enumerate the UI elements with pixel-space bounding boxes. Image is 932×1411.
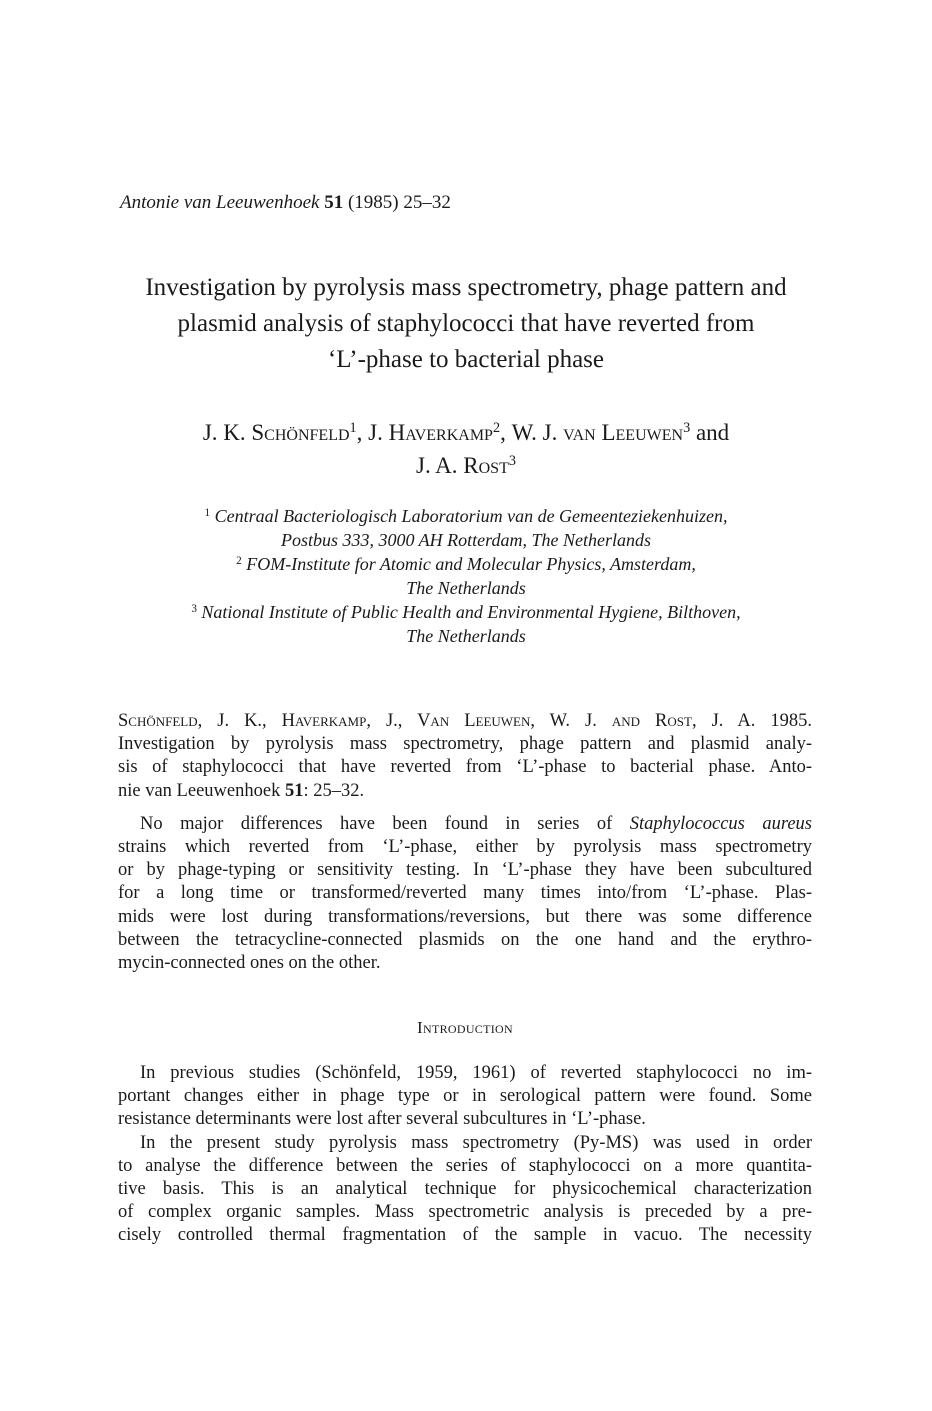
affiliation-text: FOM-Institute for Atomic and Molecular Physics, Amsterdam, [246,554,696,574]
abstract-line: strains which reverted from ‘L’-phase, either by pyrolysis mass spectrometry [118,837,812,858]
author-affiliation-mark: 2 [492,420,501,437]
citation-text: nie van Leeuwenhoek [118,780,285,801]
abstract-text: No major differences have been found in series of [140,813,630,834]
body-paragraph [118,1132,812,1248]
author-line [100,449,832,482]
affiliation-line [100,504,832,528]
abstract-line: mycin-connected ones on the other. [118,953,381,974]
author-name: J. Haverkamp [368,420,493,445]
citation-text: : 25–32. [303,780,365,801]
author-affiliation-mark: 3 [508,453,516,470]
citation-line [118,780,812,803]
citation-line: sis of staphylococci that have reverted from ‘L’-phase to bacterial phase. Anto- [118,757,812,778]
affiliations [100,504,832,648]
affiliation-line: Postbus 333, 3000 AH Rotterdam, The Netherlands [281,530,651,550]
author-affiliation-mark: 3 [683,420,691,437]
author-name: W. J. van Leeuwen [511,420,684,445]
body-line: of complex organic samples. Mass spectrometric analysis is preceded by a pre- [118,1202,812,1223]
citation-line: Investigation by pyrolysis mass spectrometry, phage pattern and plasmid analy- [118,734,812,755]
abstract-line [118,813,812,836]
body-line: tive basis. This is an analytical technique for physicochemical characterization [118,1179,812,1200]
title-line: ‘L’-phase to bacterial phase [327,346,605,373]
abstract-section [118,710,812,975]
abstract-paragraph [118,813,812,975]
title-line: Investigation by pyrolysis mass spectrometry, phage pattern and [145,274,787,301]
citation-line: Schönfeld, J. K., Haverkamp, J., Van Leeuwen, W. J. and Rost, J. A. 1985. [118,711,812,731]
abstract-line: between the tetracycline-connected plasmids on the one hand and the erythro- [118,929,812,950]
body-line: to analyse the difference between the series of staphylococci on a more quantita- [118,1155,812,1176]
title-line: plasmid analysis of staphylococci that have reverted from [177,310,755,337]
affiliation-line [100,600,832,624]
section-heading: Introduction [417,1018,513,1037]
author-name: J. K. Schönfeld [202,420,350,445]
introduction-section [118,1062,812,1248]
body-line: In the present study pyrolysis mass spectrometry (Py-MS) was used in order [140,1132,812,1153]
affiliation-mark: 1 [204,506,211,519]
affiliation-text: Centraal Bacteriologisch Laboratorium van de Gemeenteziekenhuizen, [214,506,728,526]
citation [118,710,812,803]
journal-name: Antonie van Leeuwenhoek [120,192,320,213]
affiliation-text: National Institute of Public Health and Environmental Hygiene, Bilthoven, [201,602,741,622]
body-paragraph [118,1062,812,1132]
body-line: resistance determinants were lost after several subcultures in ‘L’-phase. [118,1109,646,1130]
author-line: J. K. Schönfeld$^1$, J. Haverkamp$^2$, W. J. van Leeuwen$^3$ and [202,420,730,445]
affiliation-line [100,552,832,576]
abstract-line: mids were lost during transformations/reversions, but there was some difference [118,906,812,927]
body-line: portant changes either in phage type or in serological pattern were found. Some [118,1086,812,1107]
species-name: Staphylococcus aureus [629,813,813,834]
journal-reference [120,192,451,214]
citation-volume: 51 [284,780,304,801]
affiliation-line: The Netherlands [406,578,526,598]
author-name: J. A. Rost [416,453,509,478]
body-line: In previous studies (Schönfeld, 1959, 1961) of reverted staphylococci no im- [140,1063,812,1083]
author-list [100,416,832,482]
journal-volume: 51 [324,192,344,213]
abstract-line: or by phage-typing or sensitivity testing. In ‘L’-phase they have been subcultured [118,860,812,881]
affiliation-mark: 3 [191,602,197,615]
body-line: cisely controlled thermal fragmentation of the sample in vacuo. The necessity [118,1225,812,1246]
article-title [100,270,832,378]
author-conjunction: and [695,420,730,445]
abstract-line: for a long time or transformed/reverted many times into/from ‘L’-phase. Plas- [118,883,812,904]
affiliation-line: The Netherlands [406,626,526,646]
affiliation-mark: 2 [236,554,242,567]
author-affiliation-mark: 1 [349,420,357,437]
journal-year-pages: (1985) 25–32 [347,192,451,213]
